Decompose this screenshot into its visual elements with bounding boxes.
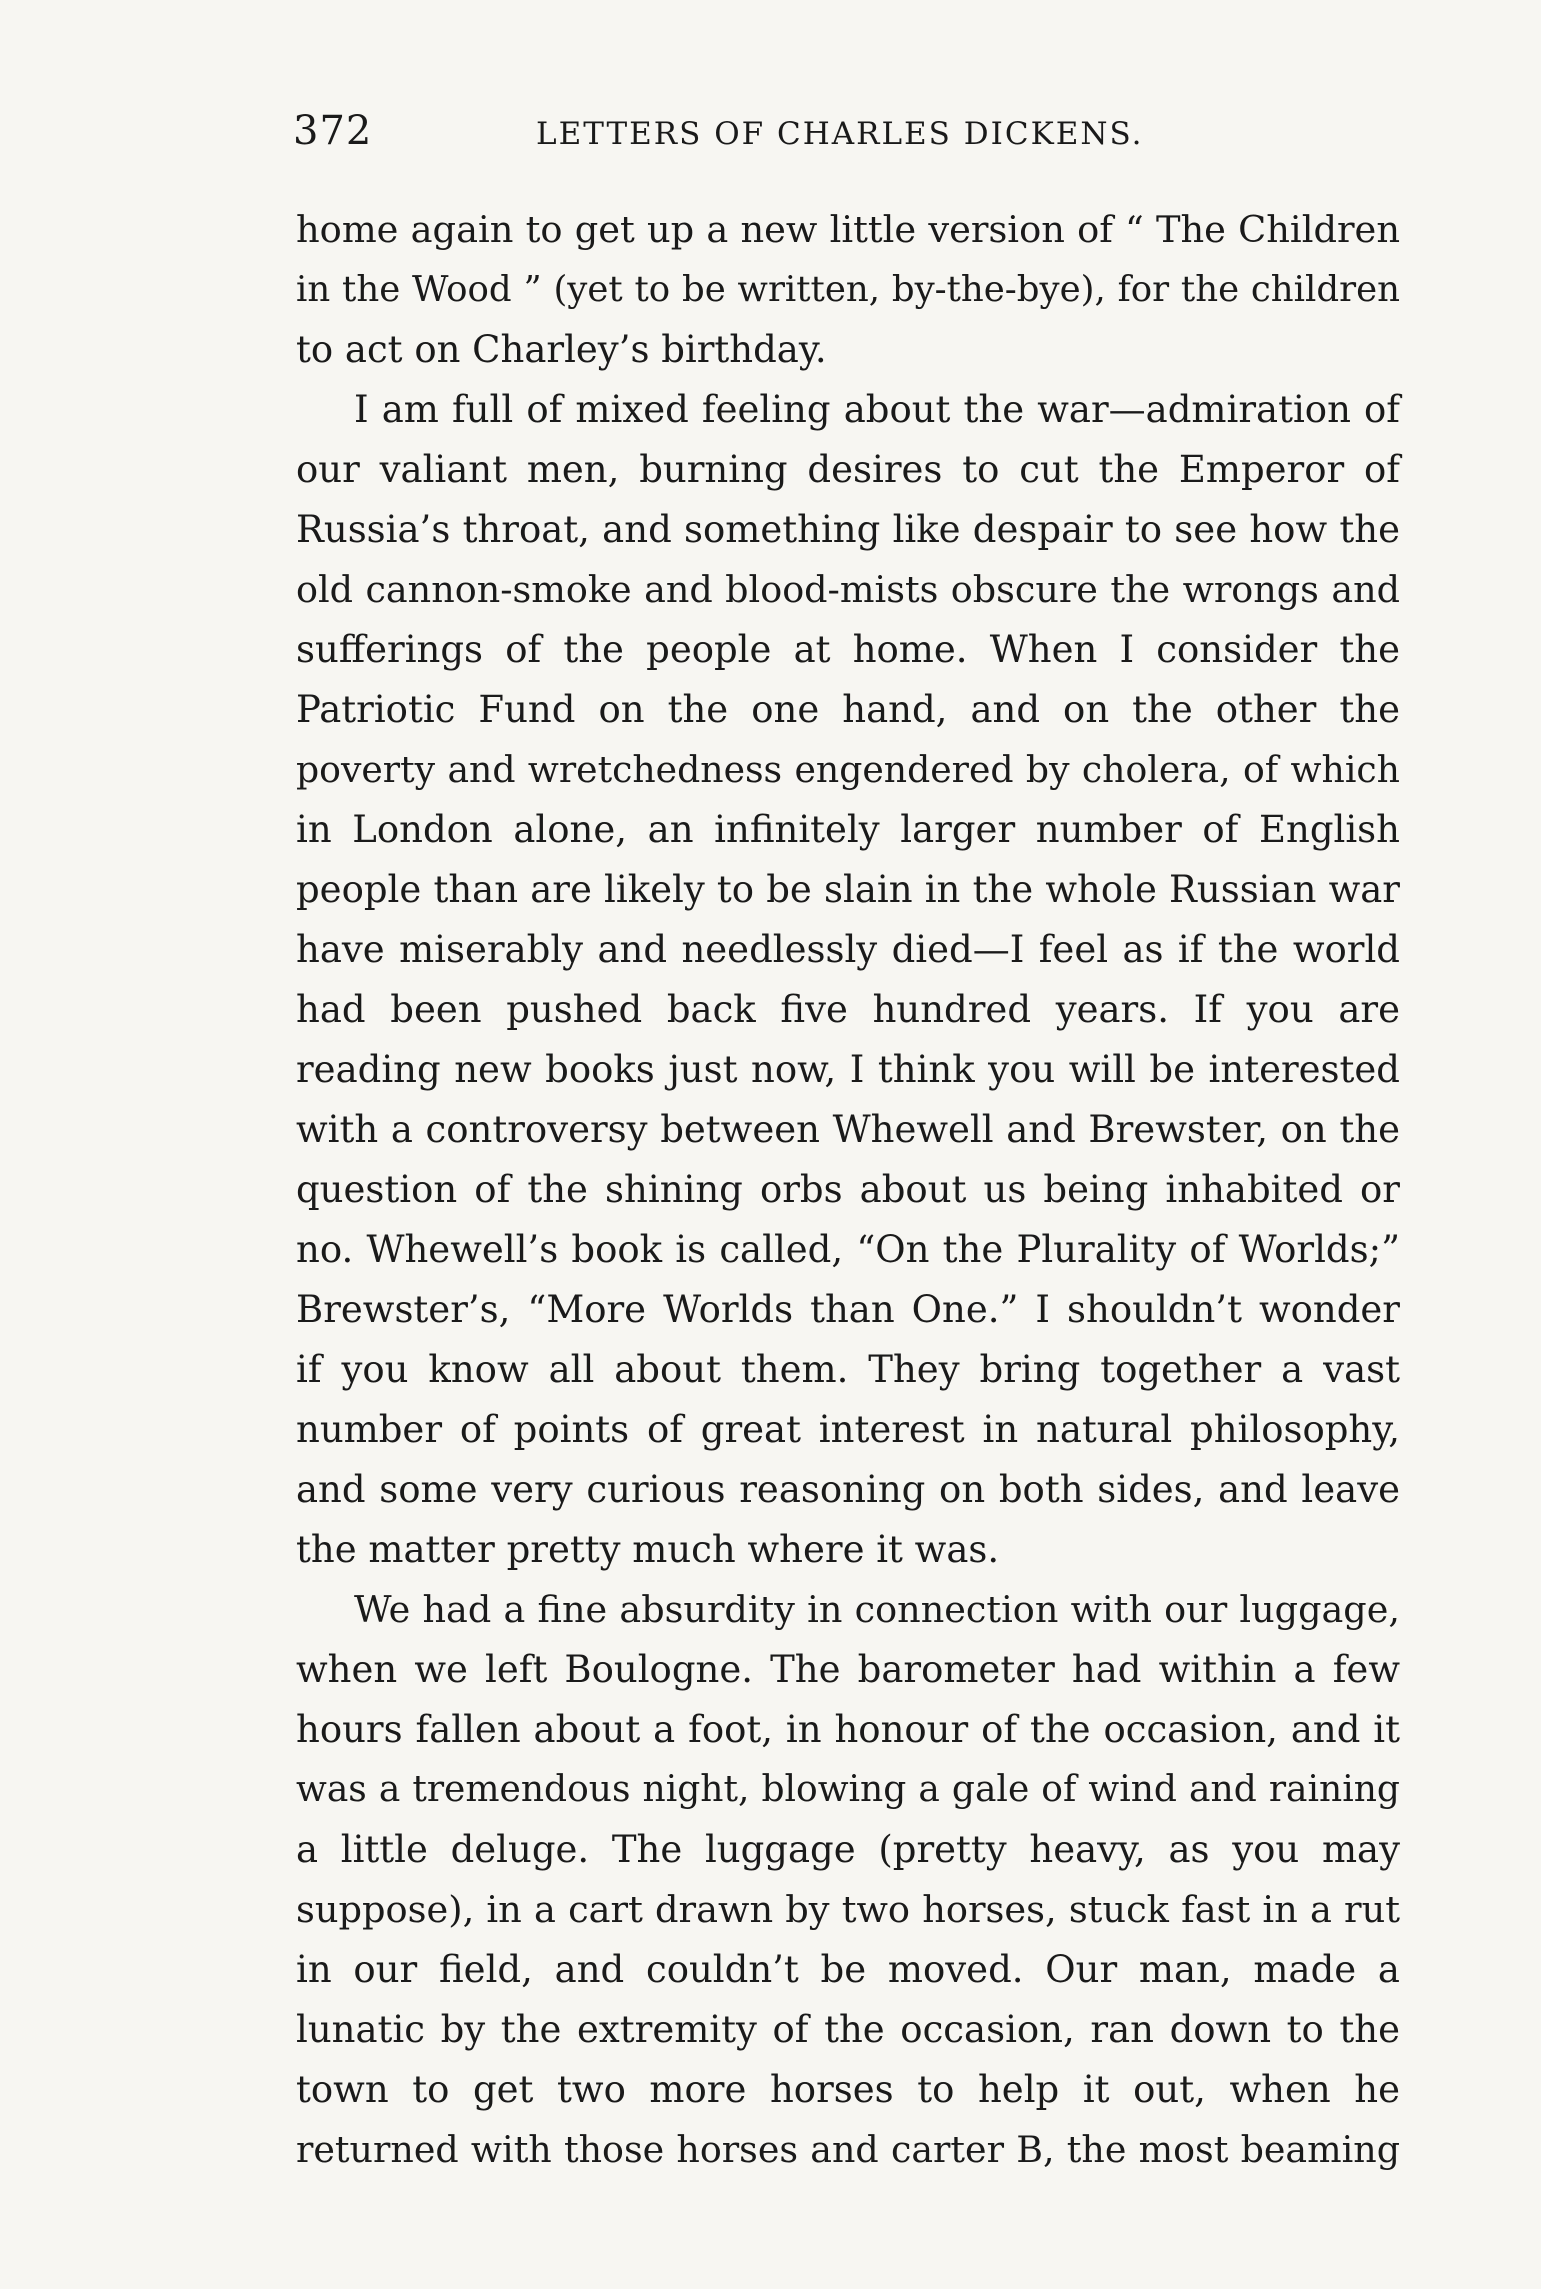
text-line: old cannon-smoke and blood-mists obscure the wrongs and [296, 568, 1400, 611]
text-line: have miserably and needlessly died—I feel as if the world [296, 928, 1400, 971]
text-line: suppose), in a cart drawn by two horses, stuck fast in a rut [296, 1888, 1400, 1931]
text-line: when we left Boulogne. The barometer had within a few [296, 1648, 1400, 1691]
text-line: Patriotic Fund on the one hand, and on the other the [296, 688, 1400, 731]
text-line: poverty and wretchedness engendered by cholera, of which [296, 748, 1400, 791]
body-text [296, 200, 1400, 2180]
page-header [293, 108, 1413, 168]
text-line: a little deluge. The luggage (pretty heavy, as you may [296, 1828, 1400, 1871]
text-line: in the Wood ” (yet to be written, by-the-bye), for the children [296, 269, 1400, 310]
text-line: to act on Charley’s birthday. [296, 328, 827, 371]
text-line: if you know all about them. They bring together a vast [296, 1348, 1400, 1391]
running-title: LETTERS OF CHARLES DICKENS. [536, 116, 1144, 152]
text-line: in London alone, an infinitely larger number of English [296, 808, 1400, 851]
text-line: with a controversy between Whewell and Brewster, on the [296, 1108, 1400, 1151]
text-line: sufferings of the people at home. When I consider the [296, 628, 1400, 671]
text-line: had been pushed back five hundred years. If you are [296, 988, 1400, 1031]
text-line: people than are likely to be slain in the whole Russian war [296, 868, 1400, 911]
text-line: returned with those horses and carter B, the most beaming [296, 2128, 1400, 2171]
text-line: I am full of mixed feeling about the war—admiration of [354, 388, 1400, 431]
text-line: the matter pretty much where it was. [296, 1528, 1000, 1571]
text-line: hours fallen about a foot, in honour of the occasion, and it [296, 1708, 1400, 1751]
text-line: number of points of great interest in natural philosophy, [296, 1408, 1400, 1451]
text-line: town to get two more horses to help it out, when he [296, 2068, 1400, 2111]
text-line: reading new books just now, I think you will be interested [296, 1048, 1400, 1091]
text-line: We had a fine absurdity in connection with our luggage, [354, 1588, 1400, 1631]
text-line: in our field, and couldn’t be moved. Our man, made a [296, 1948, 1400, 1991]
text-line: lunatic by the extremity of the occasion, ran down to the [296, 2008, 1400, 2051]
text-line: and some very curious reasoning on both sides, and leave [296, 1468, 1400, 1511]
text-line: was a tremendous night, blowing a gale of wind and raining [296, 1769, 1400, 1810]
text-line: no. Whewell’s book is called, “On the Plurality of Worlds;” [296, 1228, 1400, 1271]
text-line: home again to get up a new little version of “ The Children [296, 208, 1400, 251]
text-line: Brewster’s, “More Worlds than One.” I shouldn’t wonder [296, 1288, 1400, 1331]
text-line: our valiant men, burning desires to cut the Emperor of [296, 448, 1400, 491]
text-line: Russia’s throat, and something like despair to see how the [296, 508, 1400, 551]
page-number: 372 [293, 108, 373, 154]
text-line: question of the shining orbs about us being inhabited or [296, 1168, 1400, 1211]
